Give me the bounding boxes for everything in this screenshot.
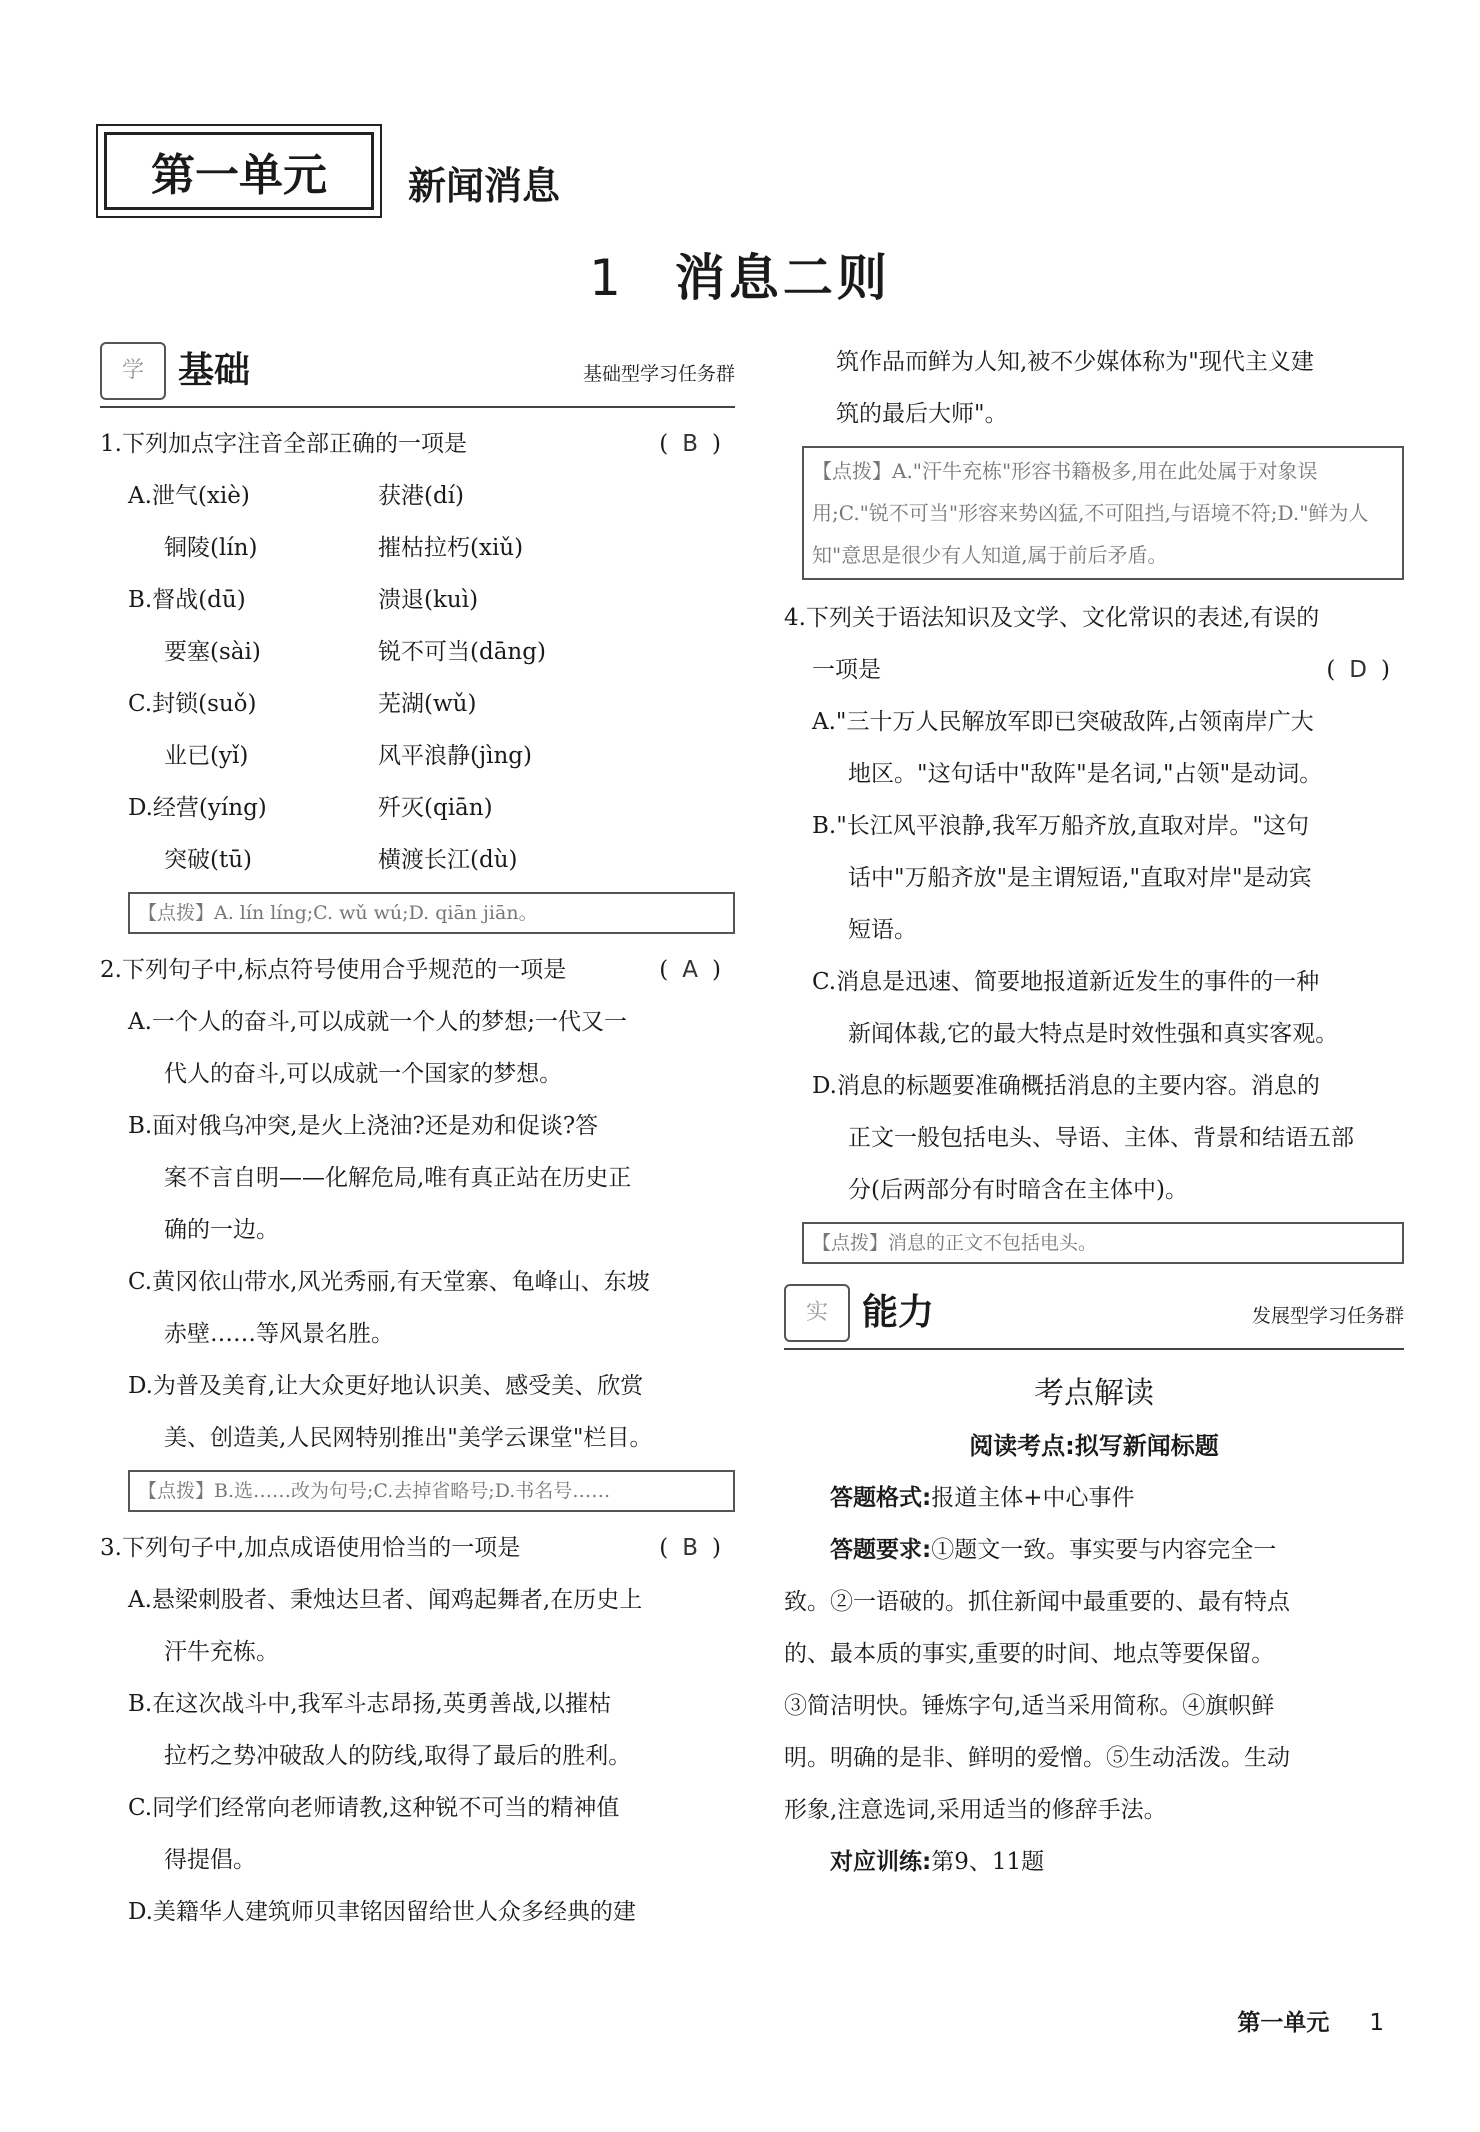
q1-option-row: C.封锁(suǒ) 芜湖(wǔ) xyxy=(128,691,477,717)
page-footer xyxy=(1237,2004,1384,2037)
q3-answer: (B) xyxy=(659,1535,735,1561)
q2-line: 案不言自明——化解危局,唯有真正站在历史正 xyxy=(164,1165,632,1191)
question-2 xyxy=(100,944,735,996)
basic-tag: 基础型学习任务群 xyxy=(582,363,735,385)
q1-option-row: 要塞(sài) 锐不可当(dāng) xyxy=(164,639,546,665)
q1-stem: 1.下列加点字注音全部正确的一项是 xyxy=(100,431,467,457)
q1-option-row: 突破(tū) 横渡长江(dù) xyxy=(164,847,518,873)
q2-tip: 【点拨】B.选……改为句号;C.去掉省略号;D.书名号…… xyxy=(128,1470,735,1512)
q3-tip: 【点拨】A."汗牛充栋"形容书籍极多,用在此处属于对象误用;C."锐不可当"形容来势凶猛,不可阻挡,与语境不符;D."鲜为人知"意思是很少有人知道,属于前后矛盾。 xyxy=(802,446,1404,580)
q3-line: A.悬梁刺股者、秉烛达旦者、闻鸡起舞者,在历史上 xyxy=(128,1587,643,1613)
q4-line: 地区。"这句话中"敌阵"是名词,"占领"是动词。 xyxy=(848,761,1323,787)
q4-line: 话中"万船齐放"是主谓短语,"直取对岸"是动宾 xyxy=(848,865,1312,891)
q2-line: 赤壁……等风景名胜。 xyxy=(164,1321,394,1347)
q3-continued: 筑作品而鲜为人知,被不少媒体称为"现代主义建 xyxy=(836,349,1314,375)
training-line: 对应训练:第9、11题 xyxy=(830,1849,1045,1875)
basic-section-header xyxy=(100,336,735,408)
lesson-number: 1 xyxy=(589,249,625,307)
q2-line: 美、创造美,人民网特别推出"美学云课堂"栏目。 xyxy=(164,1425,653,1451)
q2-stem: 2.下列句子中,标点符号使用合乎规范的一项是 xyxy=(100,957,567,983)
page-number: 1 xyxy=(1369,2010,1384,2036)
q4-line: A."三十万人民解放军即已突破敌阵,占领南岸广大 xyxy=(812,709,1314,735)
q2-line: 确的一边。 xyxy=(164,1217,279,1243)
lesson-name: 消息二则 xyxy=(674,249,891,307)
q2-line: D.为普及美育,让大众更好地认识美、感受美、欣赏 xyxy=(128,1373,644,1399)
q4-stem: 4.下列关于语法知识及文学、文化常识的表述,有误的 xyxy=(784,605,1320,631)
q2-answer: (A) xyxy=(659,957,735,983)
q3-line: 拉朽之势冲破敌人的防线,取得了最后的胜利。 xyxy=(164,1743,632,1769)
footer-unit: 第一单元 xyxy=(1237,2010,1330,2036)
q1-option-row: B.督战(dū) 溃退(kuì) xyxy=(128,587,479,613)
q3-stem: 3.下列句子中,加点成语使用恰当的一项是 xyxy=(100,1535,521,1561)
ability-tag: 发展型学习任务群 xyxy=(1251,1305,1404,1327)
q2-line: C.黄冈依山带水,风光秀丽,有天堂寨、龟峰山、东坡 xyxy=(128,1269,650,1295)
question-3 xyxy=(100,1522,735,1574)
unit-subtitle: 新闻消息 xyxy=(408,163,561,208)
learn-icon: 学 xyxy=(100,342,166,400)
requirement-line: 致。②一语破的。抓住新闻中最重要的、最有特点 xyxy=(784,1589,1290,1615)
q4-line: 分(后两部分有时暗含在主体中)。 xyxy=(848,1177,1188,1203)
q4-line: D.消息的标题要准确概括消息的主要内容。消息的 xyxy=(812,1073,1320,1099)
question-4 xyxy=(784,592,1404,644)
q2-line: B.面对俄乌冲突,是火上浇油?还是劝和促谈?答 xyxy=(128,1113,599,1139)
lesson-title xyxy=(0,238,1480,310)
format-line: 答题格式:报道主体+中心事件 xyxy=(830,1485,1135,1511)
q1-option-row: 铜陵(lín) 摧枯拉朽(xiǔ) xyxy=(164,535,524,561)
q3-continued: 筑的最后大师"。 xyxy=(836,401,1008,427)
q4-line: 短语。 xyxy=(848,917,917,943)
q1-option-row: D.经营(yíng) 歼灭(qiān) xyxy=(128,795,493,821)
q1-option-row: 业已(yǐ) 风平浪静(jìng) xyxy=(164,743,532,769)
q1-answer: (B) xyxy=(659,431,735,457)
practice-icon: 实 xyxy=(784,1284,850,1342)
basic-title: 基础 xyxy=(178,350,251,391)
unit-header xyxy=(104,132,560,210)
q3-line: C.同学们经常向老师请教,这种锐不可当的精神值 xyxy=(128,1795,620,1821)
q4-line: C.消息是迅速、简要地报道新近发生的事件的一种 xyxy=(812,969,1320,995)
requirement-line: 答题要求:①题文一致。事实要与内容完全一 xyxy=(830,1537,1277,1563)
unit-title: 第一单元 xyxy=(104,132,374,210)
q3-line: 汗牛充栋。 xyxy=(164,1639,279,1665)
q3-line: B.在这次战斗中,我军斗志昂扬,英勇善战,以摧枯 xyxy=(128,1691,612,1717)
question-4-stem-cont xyxy=(784,644,1404,696)
q1-tip: 【点拨】A. lín líng;C. wǔ wú;D. qiān jiān。 xyxy=(128,892,735,934)
requirement-line: 的、最本质的事实,重要的时间、地点等要保留。 xyxy=(784,1641,1275,1667)
requirement-line: 明。明确的是非、鲜明的爱憎。⑤生动活泼。生动 xyxy=(784,1745,1290,1771)
requirement-line: 形象,注意选词,采用适当的修辞手法。 xyxy=(784,1797,1167,1823)
ability-section-header xyxy=(784,1278,1404,1350)
q1-option-row: A.泄气(xiè) 获港(dí) xyxy=(128,483,465,509)
q4-line: B."长江风平浪静,我军万船齐放,直取对岸。"这句 xyxy=(812,813,1309,839)
ability-title: 能力 xyxy=(862,1292,935,1333)
q4-answer: (D) xyxy=(1326,657,1404,683)
exam-title: 考点解读 xyxy=(1034,1376,1154,1411)
q3-line: 得提倡。 xyxy=(164,1847,256,1873)
exam-subtitle: 阅读考点:拟写新闻标题 xyxy=(969,1432,1219,1460)
q4-line: 正文一般包括电头、导语、主体、背景和结语五部 xyxy=(848,1125,1354,1151)
left-column xyxy=(100,336,735,1938)
q2-line: A.一个人的奋斗,可以成就一个人的梦想;一代又一 xyxy=(128,1009,627,1035)
q4-tip: 【点拨】消息的正文不包括电头。 xyxy=(802,1222,1404,1264)
q3-line: D.美籍华人建筑师贝聿铭因留给世人众多经典的建 xyxy=(128,1899,636,1925)
right-column xyxy=(784,336,1404,1888)
requirement-line: ③简洁明快。锤炼字句,适当采用简称。④旗帜鲜 xyxy=(784,1693,1275,1719)
q4-stem-cont: 一项是 xyxy=(812,657,881,683)
question-1 xyxy=(100,418,735,470)
q2-line: 代人的奋斗,可以成就一个国家的梦想。 xyxy=(164,1061,563,1087)
q4-line: 新闻体裁,它的最大特点是时效性强和真实客观。 xyxy=(848,1021,1339,1047)
